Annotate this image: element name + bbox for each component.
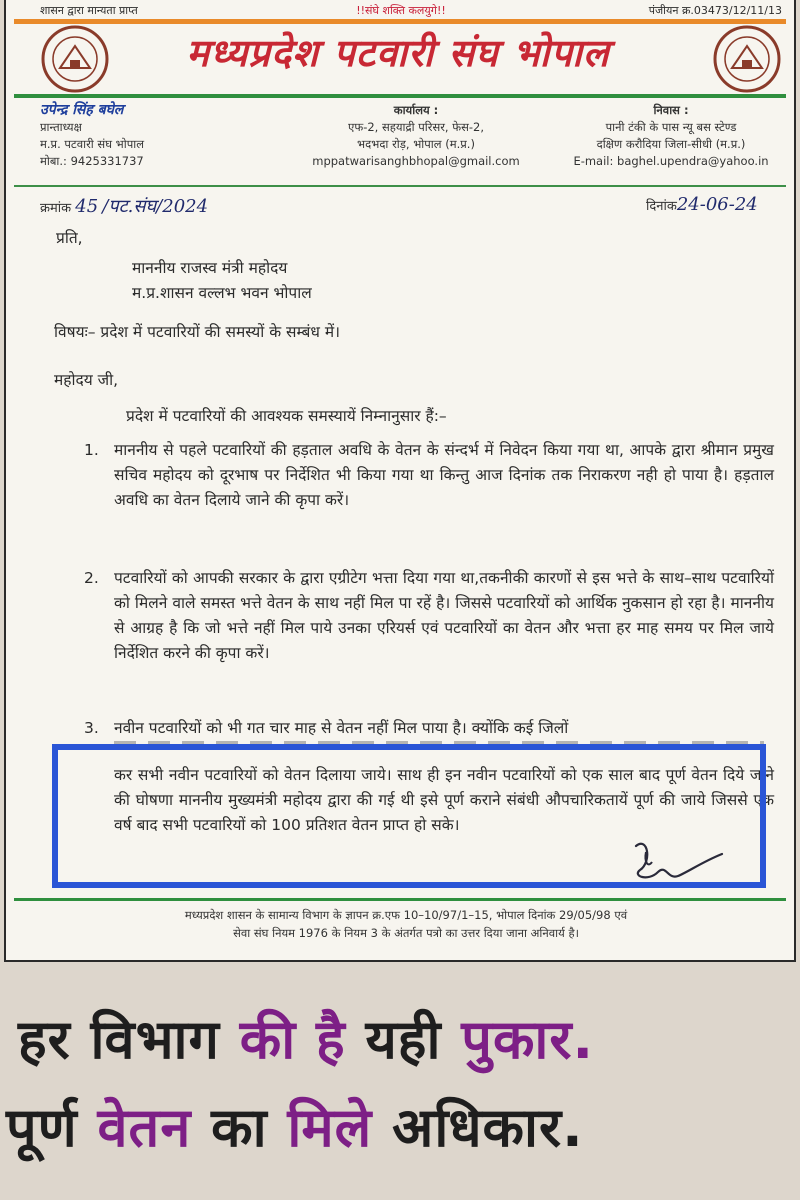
footer-line2: सेवा संघ नियम 1976 के नियम 3 के अंतर्गत पत्रो का उत्तर दिया जाना अनिवार्य है। bbox=[233, 926, 579, 940]
footer-divider bbox=[14, 898, 786, 901]
slogan-word: की है bbox=[239, 1008, 346, 1071]
president-name: उपेन्द्र सिंह बघेल bbox=[40, 102, 124, 118]
addressee-block bbox=[132, 256, 312, 306]
slogan-word: अधिकार. bbox=[392, 1096, 584, 1159]
residence-address-line1: पानी टंकी के पास न्यू बस स्टेण्ड bbox=[605, 120, 737, 134]
reference-suffix: /पट.संघ/2024 bbox=[102, 196, 209, 217]
slogan-word: पूर्ण bbox=[6, 1096, 78, 1159]
salutation: महोदय जी, bbox=[54, 371, 119, 389]
slogan-word: पुकार. bbox=[461, 1008, 595, 1071]
point3-continued-text: कर सभी नवीन पटवारियों को वेतन दिलाया जाये। साथ ही इन नवीन पटवारियों को एक साल बाद पूर्ण वेतन दिये जाने की घोषणा माननीय मुख्यमंत्री महोदय द्वारा की गई थी इसे पूर्ण कराने संबंधी औपचारिकतायें पूर्ण की जाये जिससे एक वर्ष बाद सभी पटवारियों को 100 प्रतिशत वेतन प्राप्त हो सके। bbox=[114, 766, 774, 834]
letter-date bbox=[646, 194, 758, 215]
seal-right-icon bbox=[712, 24, 782, 94]
president-org: म.प्र. पटवारी संघ भोपाल bbox=[40, 137, 145, 151]
president-designation: प्रान्ताध्यक्ष bbox=[40, 120, 82, 134]
thin-divider bbox=[14, 185, 786, 187]
date-label: दिनांक bbox=[646, 199, 677, 214]
office-label: कार्यालय : bbox=[393, 103, 439, 117]
orange-divider bbox=[14, 19, 786, 24]
point-text: माननीय से पहले पटवारियों की हड़ताल अवधि के वेतन के संन्दर्भ में निवेदन किया गया था, आपके द्वारा श्रीमान प्रमुख सचिव महोदय को दूरभाष पर निर्देशित भी किया गया था किन्तु आज दिनांक तक निराकरण नही हो पाया है। हड़ताल अवधि का वेतन दिलाये जाने की कृपा करें। bbox=[114, 441, 774, 509]
signature-icon bbox=[618, 832, 728, 892]
slogan-word: हर विभाग bbox=[18, 1008, 220, 1071]
slogan-word: वेतन bbox=[97, 1096, 192, 1159]
registration-number: पंजीयन क्र.03473/12/11/13 bbox=[648, 4, 782, 17]
slogan-line1 bbox=[18, 1000, 800, 1074]
point-number: 3. bbox=[84, 719, 99, 737]
prati-text: प्रति, bbox=[56, 229, 83, 247]
footer-line1: मध्यप्रदेश शासन के सामान्य विभाग के ज्ञापन क्र.एफ 10–10/97/1–15, भोपाल दिनांक 29/05/98 एवं bbox=[184, 908, 628, 922]
slogan-word: यही bbox=[365, 1008, 442, 1071]
residence-block bbox=[566, 102, 776, 170]
office-email: mppatwarisanghbhopal@gmail.com bbox=[312, 154, 520, 168]
green-divider bbox=[14, 94, 786, 98]
point-number: 1. bbox=[84, 441, 99, 459]
subject-line: विषयः– प्रदेश में पटवारियों की समस्यों के सम्बंध में। bbox=[54, 323, 340, 341]
slogan-word: का bbox=[211, 1096, 268, 1159]
footer-note bbox=[66, 906, 746, 942]
office-address-line2: भदभदा रोड़, भोपाल (म.प्र.) bbox=[357, 137, 475, 151]
point-text: पटवारियों को आपकी सरकार के द्वारा एग्रीटेग भत्ता दिया गया था,तकनीकी कारणों से इस भत्ते के साथ–साथ पटवारियों को मिलने वाले समस्त भत्ते वेतन के साथ नहीं मिल पा रहें है। जिससे पटवारियों को आर्थिक नुकसान हो रहा है। माननीय से आग्रह है कि जो भत्ते नहीं मिल पाये उनका एरियर्स एवं पटवारियों का वेतन और भत्ता हर माह समय पर मिल जाये निर्देशित करने की कृपा करें। bbox=[114, 569, 774, 662]
point-number: 2. bbox=[84, 569, 99, 587]
slogan-word: मिले bbox=[287, 1096, 373, 1159]
recognition-text: शासन द्वारा मान्यता प्राप्त bbox=[40, 4, 138, 17]
intro-line: प्रदेश में पटवारियों की आवश्यक समस्यायें निम्नानुसार हैं:– bbox=[126, 407, 447, 425]
president-block bbox=[40, 102, 144, 170]
addressee-line2: म.प्र.शासन वल्लभ भवन भोपाल bbox=[132, 284, 312, 302]
residence-email: E-mail: baghel.upendra@yahoo.in bbox=[573, 154, 769, 168]
seal-left-icon bbox=[40, 24, 110, 94]
date-handwritten: 24-06-24 bbox=[676, 194, 758, 215]
org-title: मध्यप्रदेश पटवारी संघ भोपाल bbox=[186, 30, 610, 75]
reference-label: क्रमांक bbox=[40, 201, 72, 216]
residence-address-line2: दक्षिण करौदिया जिला-सीधी (म.प्र.) bbox=[596, 137, 746, 151]
office-address-line1: एफ-2, सहयाद्री परिसर, फेस-2, bbox=[347, 120, 485, 134]
addressee-line1: माननीय राजस्व मंत्री महोदय bbox=[132, 259, 288, 277]
reference-handwritten-number: 45 bbox=[75, 196, 99, 217]
motto-text: !!संघे शक्ति कलयुगे!! bbox=[356, 4, 446, 17]
reference-number bbox=[40, 194, 208, 218]
slogan-line2 bbox=[6, 1088, 800, 1162]
residence-label: निवास : bbox=[653, 103, 689, 117]
office-block bbox=[296, 102, 536, 170]
point-text: नवीन पटवारियों को भी गत चार माह से वेतन नहीं मिल पाया है। क्योंकि कई जिलों bbox=[114, 719, 569, 737]
president-mobile: मोबा.: 9425331737 bbox=[40, 154, 144, 168]
letter-document bbox=[4, 0, 796, 962]
